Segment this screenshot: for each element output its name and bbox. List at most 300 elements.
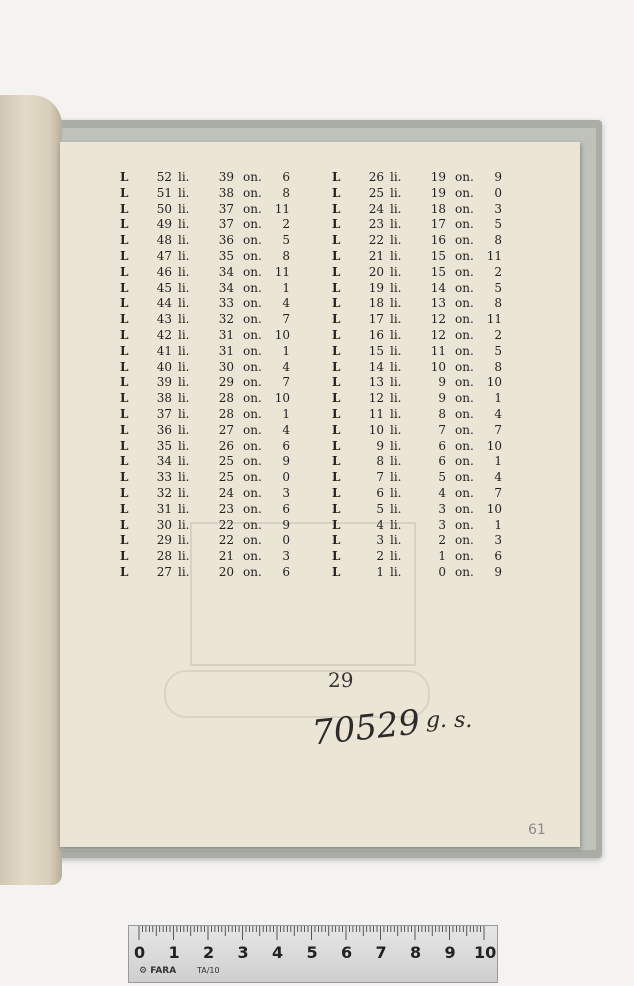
- ruler-number: 3: [237, 943, 249, 962]
- row-li-label: li.: [178, 549, 190, 564]
- row-on-label: on.: [243, 343, 262, 358]
- row-count: 15: [368, 343, 384, 358]
- ruler-number: 6: [341, 943, 353, 962]
- row-li-label: li.: [178, 533, 190, 548]
- row-letter: L: [332, 454, 341, 469]
- row-on-value: 4: [282, 359, 290, 374]
- row-li-value: 37: [218, 201, 234, 216]
- ruler-number: 0: [134, 943, 146, 962]
- previous-page-edge: [0, 95, 62, 885]
- row-count: 25: [368, 185, 384, 200]
- row-on-value: 4: [282, 422, 290, 437]
- row-li-value: 22: [218, 517, 234, 532]
- row-letter: L: [332, 533, 341, 548]
- row-letter: L: [120, 264, 129, 279]
- row-count: 42: [156, 327, 172, 342]
- row-letter: L: [120, 343, 129, 358]
- row-letter: L: [332, 501, 341, 516]
- row-on-value: 1: [282, 280, 290, 295]
- row-on-value: 11: [274, 201, 290, 216]
- row-on-label: on.: [455, 533, 474, 548]
- row-letter: L: [120, 470, 129, 485]
- row-on-label: on.: [455, 549, 474, 564]
- row-count: 1: [376, 564, 384, 579]
- row-letter: L: [332, 470, 341, 485]
- row-on-value: 6: [282, 501, 290, 516]
- row-letter: L: [332, 280, 341, 295]
- row-li-value: 0: [438, 564, 446, 579]
- row-letter: L: [332, 264, 341, 279]
- row-li-label: li.: [178, 359, 190, 374]
- row-on-label: on.: [243, 454, 262, 469]
- row-count: 47: [156, 248, 172, 263]
- row-li-label: li.: [178, 438, 190, 453]
- row-li-value: 35: [218, 248, 234, 263]
- row-on-label: on.: [455, 248, 474, 263]
- row-count: 5: [376, 501, 384, 516]
- row-li-label: li.: [178, 264, 190, 279]
- row-li-value: 25: [218, 454, 234, 469]
- row-li-label: li.: [390, 422, 402, 437]
- row-on-value: 3: [282, 485, 290, 500]
- row-on-value: 9: [282, 454, 290, 469]
- row-letter: L: [120, 406, 129, 421]
- row-li-label: li.: [390, 501, 402, 516]
- row-li-label: li.: [390, 233, 402, 248]
- row-letter: L: [120, 185, 129, 200]
- row-letter: L: [332, 438, 341, 453]
- row-li-value: 23: [218, 501, 234, 516]
- row-letter: L: [332, 359, 341, 374]
- row-on-value: 9: [494, 564, 502, 579]
- row-count: 22: [368, 233, 384, 248]
- row-letter: L: [120, 391, 129, 406]
- ruler-number: 2: [203, 943, 215, 962]
- row-li-label: li.: [390, 564, 402, 579]
- scale-ruler: [128, 925, 498, 983]
- row-li-value: 26: [218, 438, 234, 453]
- row-letter: L: [332, 391, 341, 406]
- row-li-label: li.: [178, 517, 190, 532]
- row-on-value: 5: [494, 280, 502, 295]
- row-letter: L: [332, 564, 341, 579]
- row-count: 36: [156, 422, 172, 437]
- row-letter: L: [120, 248, 129, 263]
- row-on-label: on.: [243, 422, 262, 437]
- row-li-label: li.: [390, 517, 402, 532]
- row-li-label: li.: [178, 343, 190, 358]
- row-on-label: on.: [455, 517, 474, 532]
- row-li-label: li.: [390, 201, 402, 216]
- row-count: 12: [368, 391, 384, 406]
- row-on-value: 7: [494, 485, 502, 500]
- row-li-value: 38: [218, 185, 234, 200]
- row-li-label: li.: [390, 343, 402, 358]
- row-letter: L: [332, 233, 341, 248]
- row-count: 18: [368, 296, 384, 311]
- row-li-value: 33: [218, 296, 234, 311]
- row-li-value: 11: [430, 343, 446, 358]
- row-count: 37: [156, 406, 172, 421]
- row-letter: L: [120, 359, 129, 374]
- row-on-label: on.: [455, 280, 474, 295]
- row-li-label: li.: [178, 170, 190, 184]
- row-count: 2: [376, 549, 384, 564]
- row-letter: L: [120, 296, 129, 311]
- row-li-label: li.: [390, 296, 402, 311]
- row-li-label: li.: [178, 422, 190, 437]
- row-count: 24: [368, 201, 384, 216]
- row-count: 14: [368, 359, 384, 374]
- ruler-brand: ⚙ FARA: [139, 966, 177, 976]
- row-on-label: on.: [455, 391, 474, 406]
- row-li-label: li.: [178, 485, 190, 500]
- row-count: 3: [376, 533, 384, 548]
- row-on-value: 2: [282, 217, 290, 232]
- row-on-value: 8: [494, 296, 502, 311]
- ruler-number: 9: [444, 943, 456, 962]
- row-on-label: on.: [455, 296, 474, 311]
- row-li-value: 14: [430, 280, 446, 295]
- row-count: 8: [376, 454, 384, 469]
- row-on-label: on.: [243, 185, 262, 200]
- row-li-value: 20: [218, 564, 234, 579]
- row-on-value: 3: [282, 549, 290, 564]
- row-li-value: 34: [218, 264, 234, 279]
- row-li-value: 28: [218, 391, 234, 406]
- row-li-label: li.: [178, 564, 190, 579]
- row-on-label: on.: [455, 375, 474, 390]
- row-li-value: 5: [438, 470, 446, 485]
- row-on-value: 1: [494, 517, 502, 532]
- row-letter: L: [332, 201, 341, 216]
- row-letter: L: [332, 217, 341, 232]
- row-on-label: on.: [243, 248, 262, 263]
- row-letter: L: [120, 422, 129, 437]
- row-on-label: on.: [243, 296, 262, 311]
- row-on-label: on.: [243, 470, 262, 485]
- row-li-value: 6: [438, 438, 446, 453]
- row-on-label: on.: [455, 201, 474, 216]
- row-li-label: li.: [178, 391, 190, 406]
- row-on-label: on.: [243, 517, 262, 532]
- ruler-number: 4: [272, 943, 284, 962]
- row-on-label: on.: [243, 233, 262, 248]
- row-count: 23: [368, 217, 384, 232]
- row-count: 34: [156, 454, 172, 469]
- row-count: 30: [156, 517, 172, 532]
- row-letter: L: [332, 406, 341, 421]
- row-count: 11: [368, 406, 384, 421]
- row-li-label: li.: [390, 533, 402, 548]
- row-on-label: on.: [243, 327, 262, 342]
- row-li-label: li.: [390, 438, 402, 453]
- row-on-label: on.: [455, 217, 474, 232]
- row-li-label: li.: [390, 312, 402, 327]
- row-on-value: 10: [486, 438, 502, 453]
- row-li-value: 27: [218, 422, 234, 437]
- row-on-value: 7: [494, 422, 502, 437]
- row-on-label: on.: [243, 359, 262, 374]
- row-li-label: li.: [178, 406, 190, 421]
- row-on-label: on.: [455, 485, 474, 500]
- row-letter: L: [332, 170, 341, 184]
- inventory-stamp-number: 29: [328, 668, 354, 692]
- row-li-value: 12: [430, 312, 446, 327]
- row-li-value: 13: [430, 296, 446, 311]
- row-li-label: li.: [390, 170, 402, 184]
- row-letter: L: [120, 201, 129, 216]
- row-count: 50: [156, 201, 172, 216]
- page-number: 61: [528, 822, 546, 838]
- row-li-label: li.: [390, 470, 402, 485]
- row-on-label: on.: [455, 454, 474, 469]
- row-on-label: on.: [243, 375, 262, 390]
- row-li-value: 18: [430, 201, 446, 216]
- row-on-value: 4: [494, 470, 502, 485]
- ruler-brand-text: FARA: [150, 966, 177, 976]
- row-li-value: 34: [218, 280, 234, 295]
- row-count: 28: [156, 549, 172, 564]
- row-on-value: 9: [494, 170, 502, 184]
- row-letter: L: [332, 485, 341, 500]
- row-li-value: 1: [438, 549, 446, 564]
- row-count: 52: [156, 170, 172, 184]
- row-letter: L: [332, 375, 341, 390]
- row-on-label: on.: [455, 359, 474, 374]
- row-li-label: li.: [390, 375, 402, 390]
- row-count: 19: [368, 280, 384, 295]
- row-on-value: 8: [282, 185, 290, 200]
- row-on-label: on.: [455, 327, 474, 342]
- row-li-value: 17: [430, 217, 446, 232]
- row-count: 43: [156, 312, 172, 327]
- row-li-label: li.: [178, 375, 190, 390]
- handwritten-inventory-number: 70529: [310, 702, 422, 754]
- row-li-value: 30: [218, 359, 234, 374]
- row-li-value: 19: [430, 170, 446, 184]
- row-on-value: 1: [282, 343, 290, 358]
- row-on-label: on.: [455, 264, 474, 279]
- row-on-value: 1: [282, 406, 290, 421]
- row-count: 17: [368, 312, 384, 327]
- row-on-label: on.: [243, 406, 262, 421]
- row-li-label: li.: [178, 217, 190, 232]
- row-li-label: li.: [178, 201, 190, 216]
- row-li-value: 15: [430, 248, 446, 263]
- row-count: 48: [156, 233, 172, 248]
- row-count: 16: [368, 327, 384, 342]
- row-count: 4: [376, 517, 384, 532]
- row-on-label: on.: [455, 564, 474, 579]
- row-li-value: 37: [218, 217, 234, 232]
- row-count: 46: [156, 264, 172, 279]
- row-count: 6: [376, 485, 384, 500]
- row-li-label: li.: [178, 501, 190, 516]
- row-on-label: on.: [455, 185, 474, 200]
- row-count: 20: [368, 264, 384, 279]
- row-letter: L: [120, 485, 129, 500]
- row-li-label: li.: [178, 312, 190, 327]
- row-letter: L: [332, 422, 341, 437]
- row-on-value: 5: [494, 217, 502, 232]
- row-on-value: 6: [494, 549, 502, 564]
- ruler-number: 1: [168, 943, 180, 962]
- row-letter: L: [120, 549, 129, 564]
- row-count: 51: [156, 185, 172, 200]
- row-li-label: li.: [178, 454, 190, 469]
- row-on-value: 3: [494, 201, 502, 216]
- row-li-value: 16: [430, 233, 446, 248]
- row-on-label: on.: [243, 280, 262, 295]
- row-li-label: li.: [390, 391, 402, 406]
- row-on-value: 8: [494, 359, 502, 374]
- row-count: 44: [156, 296, 172, 311]
- row-on-label: on.: [243, 438, 262, 453]
- row-count: 26: [368, 170, 384, 184]
- row-letter: L: [332, 248, 341, 263]
- row-on-label: on.: [243, 170, 262, 184]
- row-count: 41: [156, 343, 172, 358]
- row-on-label: on.: [455, 438, 474, 453]
- row-on-label: on.: [455, 501, 474, 516]
- row-letter: L: [120, 217, 129, 232]
- row-count: 35: [156, 438, 172, 453]
- row-li-value: 31: [218, 343, 234, 358]
- row-on-value: 4: [282, 296, 290, 311]
- row-on-value: 6: [282, 170, 290, 184]
- row-li-value: 3: [438, 501, 446, 516]
- row-on-value: 10: [274, 391, 290, 406]
- row-letter: L: [332, 185, 341, 200]
- row-li-value: 10: [430, 359, 446, 374]
- row-li-label: li.: [390, 454, 402, 469]
- row-count: 9: [376, 438, 384, 453]
- ruler-number: 7: [375, 943, 387, 962]
- row-li-label: li.: [390, 217, 402, 232]
- row-count: 45: [156, 280, 172, 295]
- ruler-number: 10: [474, 943, 497, 962]
- row-on-value: 7: [282, 375, 290, 390]
- row-li-value: 21: [218, 549, 234, 564]
- row-on-label: on.: [243, 549, 262, 564]
- row-on-value: 2: [494, 327, 502, 342]
- row-li-value: 19: [430, 185, 446, 200]
- row-li-value: 4: [438, 485, 446, 500]
- row-on-value: 6: [282, 564, 290, 579]
- row-count: 13: [368, 375, 384, 390]
- row-on-value: 4: [494, 406, 502, 421]
- row-on-value: 6: [282, 438, 290, 453]
- row-on-label: on.: [455, 470, 474, 485]
- row-on-value: 5: [282, 233, 290, 248]
- row-letter: L: [120, 564, 129, 579]
- row-count: 10: [368, 422, 384, 437]
- row-letter: L: [120, 312, 129, 327]
- handwritten-mark: g. s.: [426, 708, 473, 733]
- row-letter: L: [120, 438, 129, 453]
- row-li-value: 25: [218, 470, 234, 485]
- row-on-label: on.: [243, 201, 262, 216]
- ruler-code: TA/10: [197, 966, 220, 975]
- row-on-value: 3: [494, 533, 502, 548]
- row-on-value: 11: [274, 264, 290, 279]
- row-letter: L: [332, 296, 341, 311]
- row-on-value: 2: [494, 264, 502, 279]
- row-on-label: on.: [243, 533, 262, 548]
- row-li-label: li.: [178, 233, 190, 248]
- row-li-label: li.: [390, 549, 402, 564]
- row-li-label: li.: [178, 248, 190, 263]
- row-on-label: on.: [243, 564, 262, 579]
- row-li-value: 2: [438, 533, 446, 548]
- row-on-label: on.: [455, 170, 474, 184]
- row-on-value: 1: [494, 391, 502, 406]
- row-li-value: 8: [438, 406, 446, 421]
- row-li-label: li.: [390, 327, 402, 342]
- row-li-label: li.: [178, 280, 190, 295]
- row-count: 7: [376, 470, 384, 485]
- ruler-number: 5: [306, 943, 318, 962]
- row-count: 21: [368, 248, 384, 263]
- row-on-label: on.: [455, 406, 474, 421]
- row-li-label: li.: [390, 406, 402, 421]
- row-on-value: 11: [486, 312, 502, 327]
- row-li-value: 22: [218, 533, 234, 548]
- row-on-label: on.: [243, 501, 262, 516]
- row-on-value: 9: [282, 517, 290, 532]
- row-li-value: 39: [218, 170, 234, 184]
- row-li-label: li.: [390, 280, 402, 295]
- row-on-label: on.: [243, 217, 262, 232]
- row-letter: L: [120, 501, 129, 516]
- row-li-value: 32: [218, 312, 234, 327]
- row-on-label: on.: [243, 485, 262, 500]
- row-on-value: 10: [486, 375, 502, 390]
- row-on-label: on.: [455, 343, 474, 358]
- row-li-value: 12: [430, 327, 446, 342]
- row-count: 39: [156, 375, 172, 390]
- row-li-value: 36: [218, 233, 234, 248]
- row-li-label: li.: [178, 327, 190, 342]
- row-li-value: 9: [438, 391, 446, 406]
- row-letter: L: [120, 517, 129, 532]
- ruler-number: 8: [410, 943, 422, 962]
- row-on-label: on.: [455, 422, 474, 437]
- row-count: 40: [156, 359, 172, 374]
- row-on-value: 0: [282, 470, 290, 485]
- row-count: 38: [156, 391, 172, 406]
- row-li-value: 9: [438, 375, 446, 390]
- row-li-label: li.: [390, 264, 402, 279]
- row-count: 33: [156, 470, 172, 485]
- row-on-value: 8: [282, 248, 290, 263]
- row-on-value: 0: [282, 533, 290, 548]
- row-count: 32: [156, 485, 172, 500]
- document-page: [60, 142, 580, 847]
- row-on-value: 1: [494, 454, 502, 469]
- row-li-value: 3: [438, 517, 446, 532]
- row-li-value: 6: [438, 454, 446, 469]
- row-letter: L: [120, 454, 129, 469]
- row-letter: L: [120, 533, 129, 548]
- row-li-label: li.: [178, 470, 190, 485]
- row-letter: L: [332, 312, 341, 327]
- row-on-label: on.: [243, 264, 262, 279]
- row-on-label: on.: [455, 312, 474, 327]
- row-li-label: li.: [390, 248, 402, 263]
- row-li-label: li.: [390, 485, 402, 500]
